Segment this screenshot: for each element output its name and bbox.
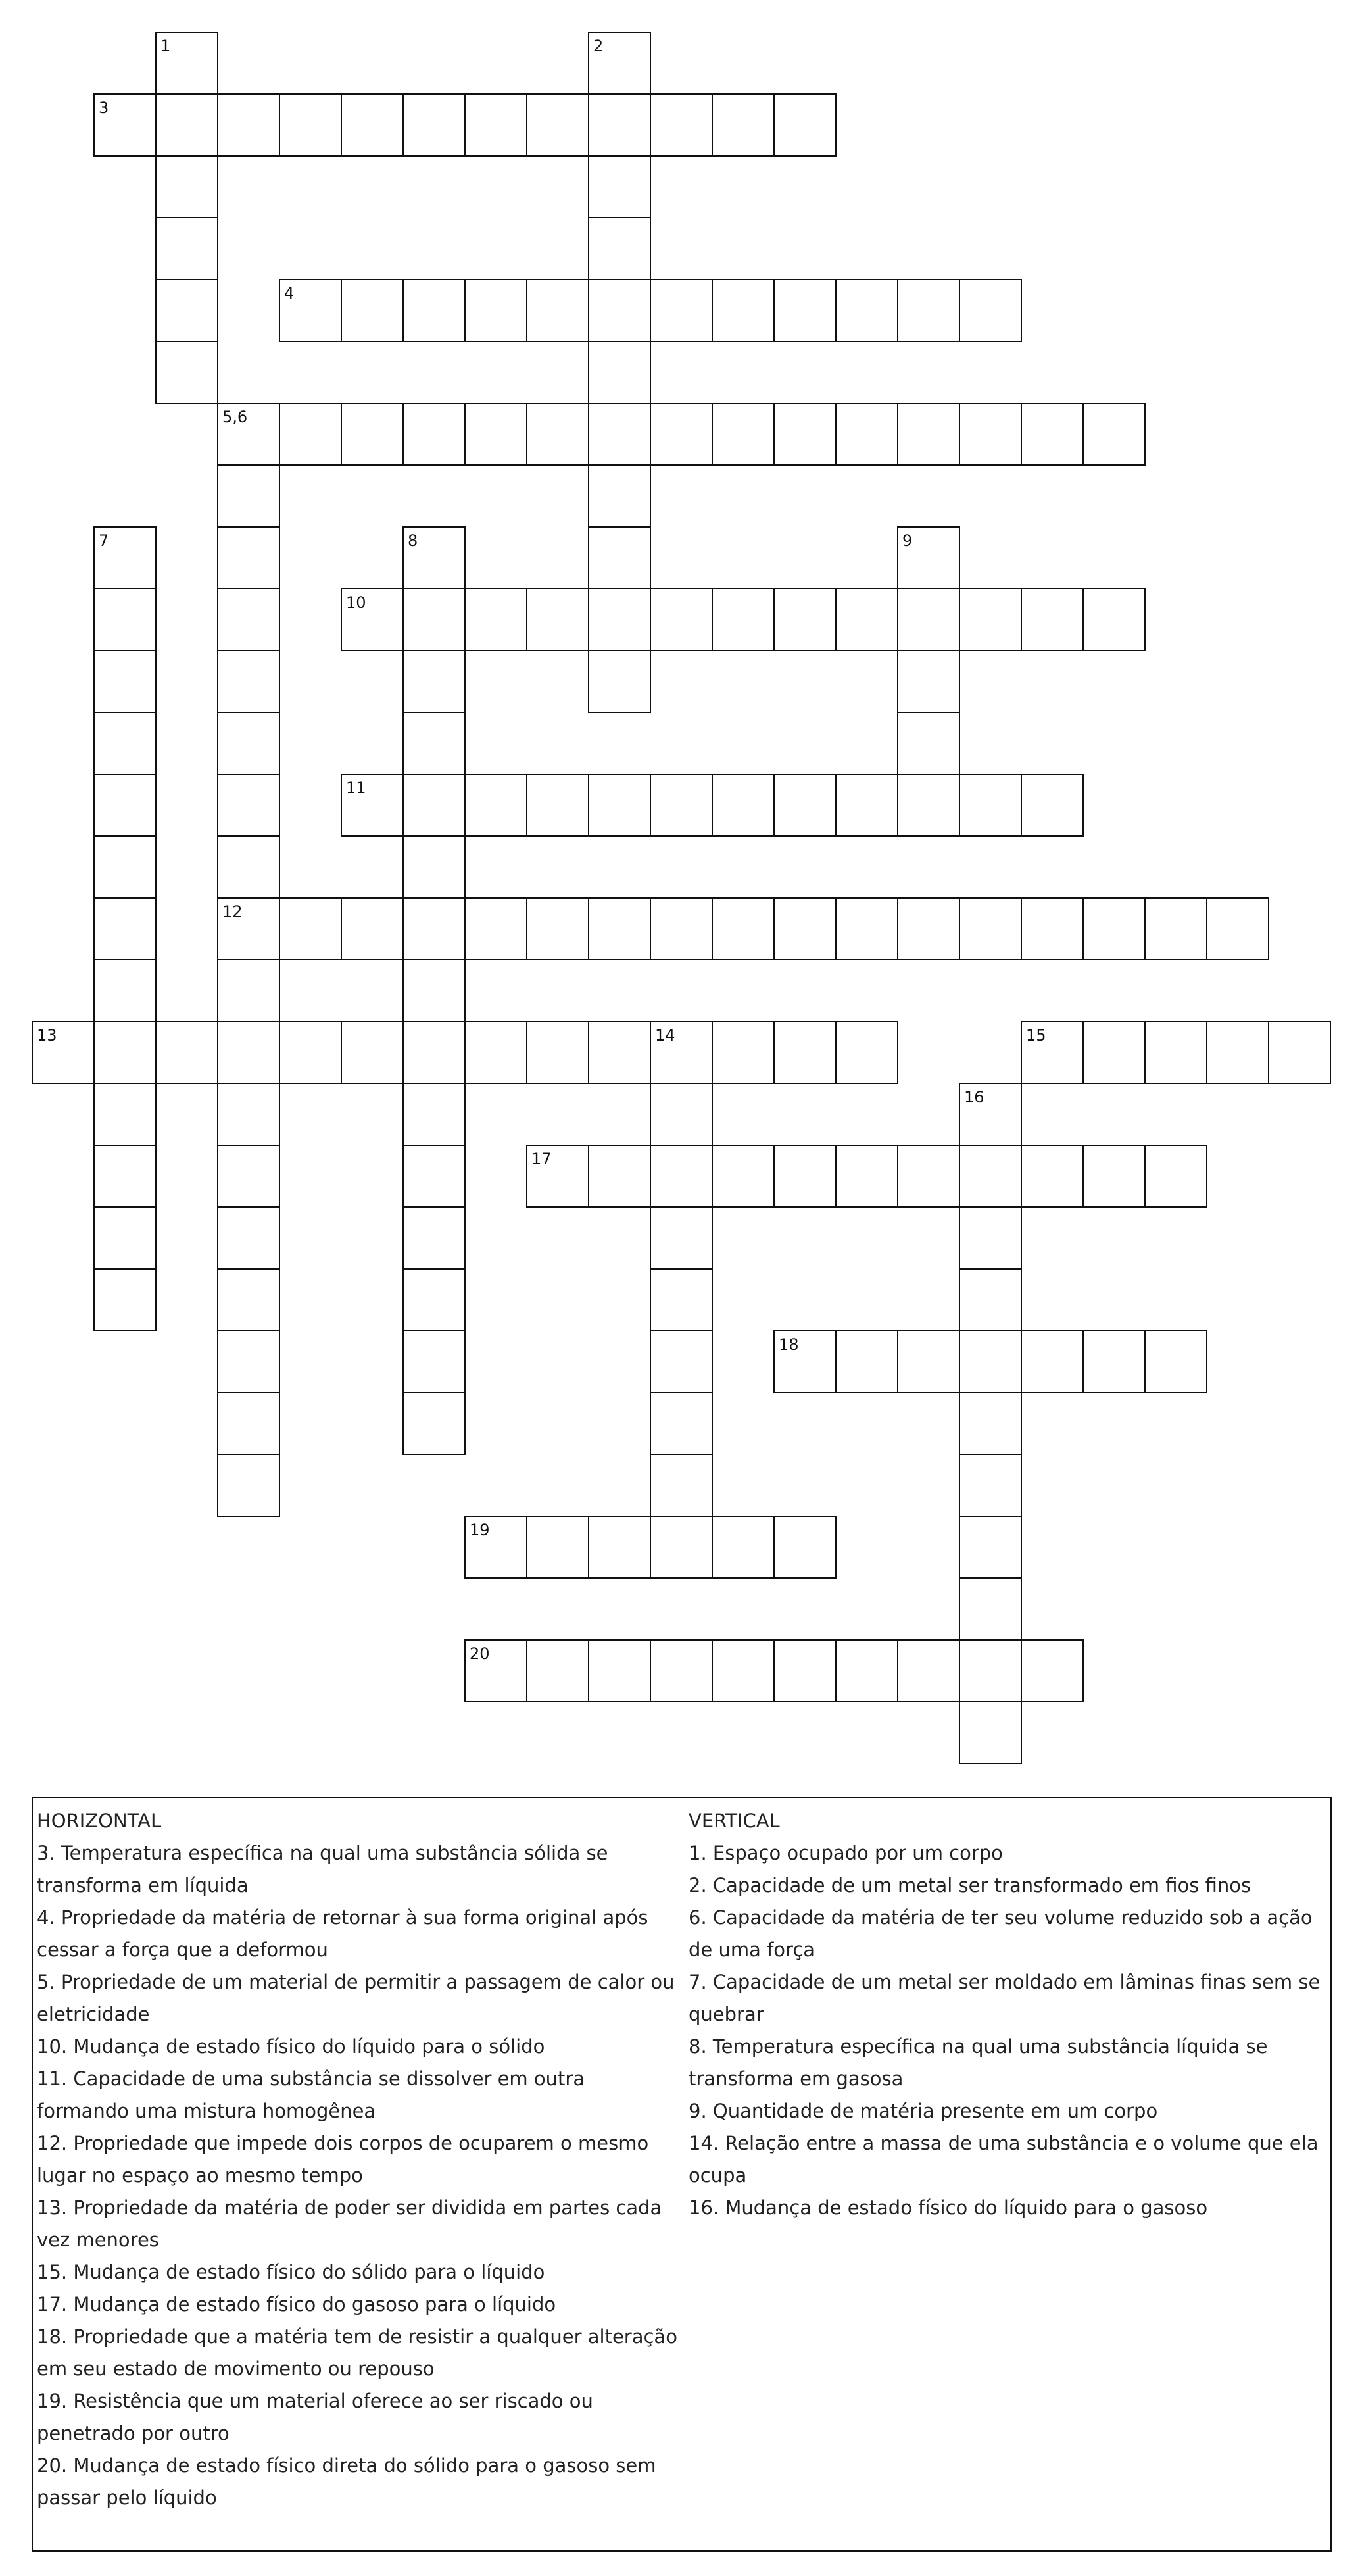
clue-number-7: 7 [99, 532, 109, 550]
grid-cell[interactable] [1082, 1145, 1146, 1208]
grid-cell[interactable] [217, 1021, 280, 1084]
grid-cell[interactable] [1082, 1021, 1146, 1084]
grid-cell[interactable] [959, 1454, 1022, 1517]
grid-cell[interactable] [959, 279, 1022, 342]
grid-cell[interactable] [835, 403, 898, 466]
grid-cell[interactable] [1206, 897, 1269, 960]
clue-number-4: 4 [284, 284, 295, 303]
grid-cell[interactable] [217, 1206, 280, 1270]
grid-cell[interactable] [835, 1145, 898, 1208]
grid-cell[interactable] [835, 588, 898, 651]
grid-cell[interactable] [897, 1639, 960, 1702]
grid-cell[interactable] [712, 1021, 775, 1084]
clue-horizontal-17: 17. Mudança de estado físico do gasoso para o líquido [37, 2293, 556, 2316]
clue-vertical-8: 8. Temperatura específica na qual uma substância líquida se transforma em gasosa [689, 2035, 1268, 2090]
grid-cell[interactable] [1021, 1145, 1084, 1208]
grid-cell[interactable] [217, 93, 280, 157]
grid-cell[interactable] [402, 1145, 466, 1208]
grid-cell[interactable] [464, 774, 527, 837]
grid-cell[interactable] [959, 1639, 1022, 1702]
grid-cell[interactable] [835, 774, 898, 837]
clue-vertical-2: 2. Capacidade de um metal ser transformado em fios finos [689, 1874, 1251, 1896]
clue-horizontal-20: 20. Mudança de estado físico direta do sólido para o gasoso sem passar pelo líquido [37, 2454, 656, 2509]
clue-horizontal-15: 15. Mudança de estado físico do sólido para o líquido [37, 2261, 545, 2283]
grid-cell[interactable] [650, 1145, 713, 1208]
grid-cell[interactable] [93, 835, 157, 899]
clue-vertical-6: 6. Capacidade da matéria de ter seu volume reduzido sob a ação de uma força [689, 1906, 1313, 1961]
grid-cell[interactable] [712, 1639, 775, 1702]
grid-cell[interactable] [650, 1516, 713, 1579]
grid-cell[interactable] [650, 897, 713, 960]
grid-cell[interactable] [588, 1021, 651, 1084]
grid-cell[interactable] [588, 588, 651, 651]
grid-cell[interactable] [1144, 1330, 1207, 1393]
grid-cell[interactable] [588, 403, 651, 466]
grid-cell[interactable] [402, 93, 466, 157]
grid-cell[interactable] [1144, 897, 1207, 960]
grid-cell[interactable] [217, 1083, 280, 1146]
grid-cell[interactable] [1082, 588, 1146, 651]
grid-cell[interactable] [1021, 1330, 1084, 1393]
grid-cell[interactable] [1021, 897, 1084, 960]
horizontal-clues [37, 1805, 681, 2514]
clue-number-15: 15 [1026, 1026, 1046, 1045]
grid-cell[interactable] [1021, 403, 1084, 466]
grid-cell[interactable] [217, 959, 280, 1022]
grid-cell[interactable] [588, 897, 651, 960]
grid-cell[interactable] [959, 1577, 1022, 1641]
grid-cell[interactable] [217, 1454, 280, 1517]
grid-cell[interactable] [712, 1145, 775, 1208]
grid-cell[interactable] [712, 897, 775, 960]
grid-cell[interactable] [402, 774, 466, 837]
grid-cell[interactable] [897, 712, 960, 775]
grid-cell[interactable] [712, 1516, 775, 1579]
clue-number-17: 17 [531, 1150, 552, 1168]
grid-cell[interactable] [959, 1701, 1022, 1764]
grid-cell[interactable] [526, 1516, 589, 1579]
grid-cell[interactable] [526, 774, 589, 837]
grid-cell[interactable] [217, 526, 280, 589]
grid-cell[interactable] [402, 1206, 466, 1270]
grid-cell[interactable] [588, 341, 651, 404]
grid-cell[interactable] [1144, 1021, 1207, 1084]
grid-cell[interactable] [650, 93, 713, 157]
grid-cell[interactable] [217, 650, 280, 713]
grid-cell[interactable] [959, 403, 1022, 466]
grid-cell[interactable] [402, 1021, 466, 1084]
grid-cell[interactable] [217, 1330, 280, 1393]
grid-cell[interactable] [402, 1330, 466, 1393]
clue-vertical-7: 7. Capacidade de um metal ser moldado em lâminas finas sem se quebrar [689, 1971, 1321, 2025]
grid-cell[interactable] [712, 588, 775, 651]
grid-cell[interactable] [526, 279, 589, 342]
grid-cell[interactable] [588, 279, 651, 342]
clue-number-19: 19 [470, 1521, 490, 1539]
grid-cell[interactable] [402, 835, 466, 899]
grid-cell[interactable] [217, 464, 280, 528]
grid-cell[interactable] [93, 588, 157, 651]
grid-cell[interactable] [93, 712, 157, 775]
grid-cell[interactable] [402, 897, 466, 960]
vertical-heading: VERTICAL [689, 1810, 780, 1832]
grid-cell[interactable] [650, 774, 713, 837]
grid-cell[interactable] [1082, 1330, 1146, 1393]
grid-cell[interactable] [712, 774, 775, 837]
grid-cell[interactable] [217, 1145, 280, 1208]
grid-cell[interactable] [526, 403, 589, 466]
grid-cell[interactable] [464, 897, 527, 960]
grid-cell[interactable] [712, 93, 775, 157]
grid-cell[interactable] [93, 1268, 157, 1331]
grid-cell[interactable] [526, 1639, 589, 1702]
grid-cell[interactable] [93, 1145, 157, 1208]
grid-cell[interactable] [773, 93, 837, 157]
grid-cell[interactable] [217, 1268, 280, 1331]
grid-cell[interactable] [897, 650, 960, 713]
grid-cell[interactable] [1021, 588, 1084, 651]
clue-vertical-16: 16. Mudança de estado físico do líquido para o gasoso [689, 2196, 1208, 2219]
grid-cell[interactable] [835, 1639, 898, 1702]
grid-cell[interactable] [93, 897, 157, 960]
grid-cell[interactable] [712, 403, 775, 466]
grid-cell[interactable] [155, 279, 218, 342]
grid-cell[interactable] [155, 155, 218, 218]
clue-horizontal-5: 5. Propriedade de um material de permitir a passagem de calor ou eletricidade [37, 1971, 675, 2025]
clue-number-14: 14 [655, 1026, 675, 1045]
grid-cell[interactable] [402, 279, 466, 342]
clue-number-10: 10 [346, 593, 366, 612]
grid-cell[interactable] [279, 897, 342, 960]
grid-cell[interactable] [835, 279, 898, 342]
grid-cell[interactable] [959, 588, 1022, 651]
grid-cell[interactable] [1021, 774, 1084, 837]
clue-number-18: 18 [779, 1335, 799, 1354]
grid-cell[interactable] [650, 1083, 713, 1146]
grid-cell[interactable] [1021, 1639, 1084, 1702]
grid-cell[interactable] [217, 588, 280, 651]
grid-cell[interactable] [588, 526, 651, 589]
grid-cell[interactable] [650, 1268, 713, 1331]
grid-cell[interactable] [773, 279, 837, 342]
grid-cell[interactable] [650, 1392, 713, 1455]
grid-cell[interactable] [588, 93, 651, 157]
clue-number-8: 8 [408, 532, 418, 550]
clue-horizontal-11: 11. Capacidade de uma substância se dissolver em outra formando uma mistura homogênea [37, 2068, 585, 2122]
clue-number-3: 3 [99, 99, 109, 117]
grid-cell[interactable] [93, 774, 157, 837]
grid-cell[interactable] [1268, 1021, 1331, 1084]
grid-cell[interactable] [464, 588, 527, 651]
grid-cell[interactable] [588, 1516, 651, 1579]
clue-horizontal-13: 13. Propriedade da matéria de poder ser dividida em partes cada vez menores [37, 2196, 662, 2251]
grid-cell[interactable] [773, 1516, 837, 1579]
grid-cell[interactable] [650, 1206, 713, 1270]
clue-number-16: 16 [964, 1088, 984, 1106]
grid-cell[interactable] [464, 279, 527, 342]
grid-cell[interactable] [526, 93, 589, 157]
grid-cell[interactable] [279, 403, 342, 466]
grid-cell[interactable] [155, 93, 218, 157]
grid-cell[interactable] [217, 774, 280, 837]
grid-cell[interactable] [1082, 403, 1146, 466]
grid-cell[interactable] [773, 1145, 837, 1208]
grid-cell[interactable] [588, 1145, 651, 1208]
grid-cell[interactable] [959, 1145, 1022, 1208]
grid-cell[interactable] [959, 1392, 1022, 1455]
grid-cell[interactable] [773, 403, 837, 466]
grid-cell[interactable] [959, 1330, 1022, 1393]
grid-cell[interactable] [93, 1021, 157, 1084]
clue-number-13: 13 [37, 1026, 57, 1045]
grid-cell[interactable] [464, 403, 527, 466]
grid-cell[interactable] [959, 1516, 1022, 1579]
grid-cell[interactable] [897, 897, 960, 960]
grid-cell[interactable] [588, 650, 651, 713]
grid-cell[interactable] [1144, 1145, 1207, 1208]
clue-horizontal-12: 12. Propriedade que impede dois corpos de ocuparem o mesmo lugar no espaço ao mesmo tempo [37, 2132, 649, 2187]
grid-cell[interactable] [773, 897, 837, 960]
grid-cell[interactable] [402, 712, 466, 775]
clue-horizontal-4: 4. Propriedade da matéria de retornar à sua forma original após cessar a força que a deformou [37, 1906, 648, 1961]
grid-cell[interactable] [650, 403, 713, 466]
grid-cell[interactable] [402, 403, 466, 466]
grid-cell[interactable] [93, 650, 157, 713]
grid-cell[interactable] [341, 897, 404, 960]
grid-cell[interactable] [155, 217, 218, 280]
grid-cell[interactable] [773, 1639, 837, 1702]
clue-vertical-14: 14. Relação entre a massa de uma substância e o volume que ela ocupa [689, 2132, 1319, 2187]
grid-cell[interactable] [588, 464, 651, 528]
grid-cell[interactable] [959, 774, 1022, 837]
grid-cell[interactable] [835, 897, 898, 960]
grid-cell[interactable] [217, 1392, 280, 1455]
grid-cell[interactable] [464, 93, 527, 157]
grid-cell[interactable] [835, 1330, 898, 1393]
grid-cell[interactable] [93, 959, 157, 1022]
grid-cell[interactable] [959, 897, 1022, 960]
grid-cell[interactable] [155, 341, 218, 404]
grid-cell[interactable] [588, 217, 651, 280]
grid-cell[interactable] [341, 403, 404, 466]
clue-number-2: 2 [593, 37, 604, 55]
grid-cell[interactable] [402, 1392, 466, 1455]
grid-cell[interactable] [341, 1021, 404, 1084]
grid-cell[interactable] [217, 835, 280, 899]
clue-horizontal-3: 3. Temperatura específica na qual uma substância sólida se transforma em líquida [37, 1842, 608, 1896]
grid-cell[interactable] [959, 1206, 1022, 1270]
grid-cell[interactable] [835, 1021, 898, 1084]
grid-cell[interactable] [93, 1083, 157, 1146]
grid-cell[interactable] [588, 1639, 651, 1702]
grid-cell[interactable] [217, 712, 280, 775]
clue-vertical-9: 9. Quantidade de matéria presente em um corpo [689, 2100, 1158, 2122]
grid-cell[interactable] [650, 279, 713, 342]
clue-number-9: 9 [902, 532, 913, 550]
grid-cell[interactable] [712, 279, 775, 342]
grid-cell[interactable] [959, 1268, 1022, 1331]
grid-cell[interactable] [526, 588, 589, 651]
clue-number-11: 11 [346, 779, 366, 797]
grid-cell[interactable] [402, 1083, 466, 1146]
grid-cell[interactable] [650, 588, 713, 651]
grid-cell[interactable] [897, 774, 960, 837]
grid-cell[interactable] [1082, 897, 1146, 960]
grid-cell[interactable] [526, 897, 589, 960]
clue-horizontal-18: 18. Propriedade que a matéria tem de resistir a qualquer alteração em seu estado de movimento ou repouso [37, 2325, 677, 2380]
horizontal-heading: HORIZONTAL [37, 1810, 162, 1832]
clue-number-12: 12 [222, 903, 243, 921]
grid-cell[interactable] [588, 774, 651, 837]
grid-cell[interactable] [1206, 1021, 1269, 1084]
grid-cell[interactable] [773, 774, 837, 837]
grid-cell[interactable] [526, 1021, 589, 1084]
grid-cell[interactable] [773, 588, 837, 651]
clue-number-1: 1 [160, 37, 171, 55]
grid-cell[interactable] [402, 1268, 466, 1331]
clue-horizontal-10: 10. Mudança de estado físico do líquido para o sólido [37, 2035, 545, 2058]
grid-cell[interactable] [650, 1454, 713, 1517]
clues-box [32, 1797, 1332, 2552]
grid-cell[interactable] [279, 1021, 342, 1084]
grid-cell[interactable] [650, 1330, 713, 1393]
clue-vertical-1: 1. Espaço ocupado por um corpo [689, 1842, 1003, 1864]
grid-cell[interactable] [93, 1206, 157, 1270]
grid-cell[interactable] [402, 959, 466, 1022]
grid-cell[interactable] [341, 93, 404, 157]
grid-cell[interactable] [464, 1021, 527, 1084]
grid-cell[interactable] [279, 93, 342, 157]
grid-cell[interactable] [155, 1021, 218, 1084]
grid-cell[interactable] [588, 155, 651, 218]
grid-cell[interactable] [773, 1021, 837, 1084]
grid-cell[interactable] [341, 279, 404, 342]
grid-cell[interactable] [897, 1330, 960, 1393]
grid-cell[interactable] [897, 588, 960, 651]
grid-cell[interactable] [650, 1639, 713, 1702]
grid-cell[interactable] [402, 588, 466, 651]
grid-cell[interactable] [897, 279, 960, 342]
clue-horizontal-19: 19. Resistência que um material oferece ao ser riscado ou penetrado por outro [37, 2390, 593, 2444]
grid-cell[interactable] [897, 1145, 960, 1208]
clue-number-5-6: 5,6 [222, 408, 248, 426]
clue-number-20: 20 [470, 1645, 490, 1663]
grid-cell[interactable] [897, 403, 960, 466]
vertical-clues [689, 1805, 1326, 2224]
grid-cell[interactable] [402, 650, 466, 713]
